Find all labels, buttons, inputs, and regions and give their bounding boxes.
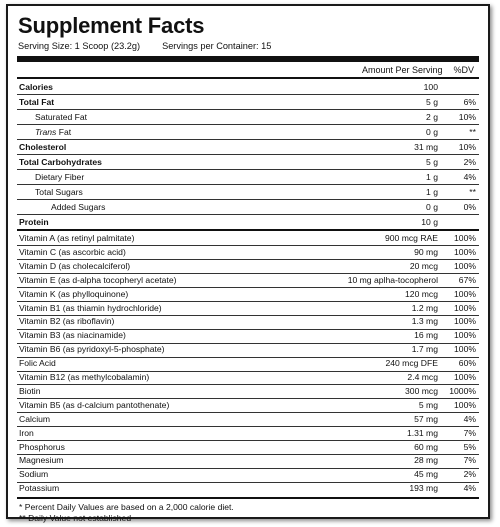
nutrient-amount: 900 mcg RAE [384,233,438,243]
row-biotin [17,385,479,399]
nutrient-name: Total Sugars [35,187,83,197]
row-magnesium [17,454,479,468]
nutrient-name: Vitamin B12 (as methylcobalamin) [19,372,150,382]
serving-info [18,41,271,52]
nutrient-dv: 100% [454,399,476,410]
row-total-sugars [17,185,479,199]
row-iron [17,427,479,441]
nutrient-dv: 100% [454,288,476,299]
nutrient-name: Sodium [19,469,49,480]
nutrient-name: Saturated Fat [35,112,88,122]
trans-suffix: Fat [56,127,72,137]
nutrient-amount: 10 g [421,217,438,227]
nutrient-amount: 1.7 mg [411,344,438,355]
nutrient-dv: 67% [458,274,476,285]
row-vitamin-k [17,288,479,302]
nutrient-name: Iron [19,427,34,438]
nutrient-dv: 100% [454,372,476,382]
nutrient-amount: 193 mg [409,483,438,494]
nutrient-name: Calories [19,82,53,92]
nutrient-dv: 7% [463,427,476,438]
row-protein [17,215,479,229]
nutrient-dv: 2% [463,469,476,480]
nutrient-name: Added Sugars [51,202,106,212]
nutrient-name: Potassium [19,483,60,494]
nutrient-name: Vitamin C (as ascorbic acid) [19,246,126,257]
nutrient-amount: 20 mcg [409,260,438,271]
nutrient-name [19,125,71,139]
row-cholesterol [17,140,479,154]
row-vitamin-b3 [17,329,479,343]
nutrient-name: Magnesium [19,455,64,466]
nutrient-name: Vitamin B1 (as thiamin hydrochloride) [19,302,162,313]
nutrient-dv: ** [469,187,476,197]
nutrient-amount: 1 g [426,172,438,182]
nutrient-amount: 57 mg [414,413,438,424]
nutrient-amount: 240 mcg DFE [385,358,438,369]
nutrient-dv: 60% [458,358,476,369]
nutrient-dv: 6% [463,97,476,107]
nutrient-name: Vitamin B6 (as pyridoxyl-5-phosphate) [19,344,165,355]
column-header-amount: Amount Per Serving [362,65,443,75]
nutrient-amount: 5 g [426,157,438,167]
nutrient-name: Calcium [19,413,51,424]
serving-size: Serving Size: 1 Scoop (23.2g) [18,41,141,51]
nutrient-name: Total Fat [19,97,55,107]
nutrient-dv: 100% [454,344,476,355]
row-vitamin-b5 [17,399,479,413]
nutrient-dv: 100% [454,233,476,243]
top-thick-rule [17,56,479,62]
nutrient-amount: 1.3 mg [411,316,438,327]
row-calcium [17,413,479,427]
row-vitamin-c [17,246,479,260]
nutrient-name: Phosphorus [19,441,65,452]
panel-title: Supplement Facts [18,13,205,38]
row-folic-acid [17,357,479,371]
nutrient-amount: 5 mg [418,399,438,410]
nutrient-amount: 2.4 mcg [407,372,438,382]
nutrient-name: Vitamin B2 (as riboflavin) [19,316,115,327]
nutrient-amount: 0 g [426,202,438,212]
nutrient-amount: 120 mcg [405,288,438,299]
nutrient-name: Dietary Fiber [35,172,85,182]
row-vitamin-e [17,274,479,288]
row-added-sugars [17,200,479,214]
nutrient-amount: 16 mg [414,330,438,341]
nutrient-name: Total Carbohydrates [19,157,102,167]
nutrient-dv: 100% [454,302,476,313]
row-vitamin-b2 [17,315,479,329]
nutrient-amount: 1 g [426,187,438,197]
row-phosphorus [17,441,479,455]
nutrient-name: Vitamin D (as cholecalciferol) [19,260,131,271]
nutrient-dv: 100% [454,246,476,257]
nutrient-name: Folic Acid [19,358,56,369]
trans-italic: Trans [35,127,57,137]
nutrient-amount: 1.2 mg [411,302,438,313]
row-potassium [17,482,479,496]
footnote-dv-not-established: ** Daily Value not established [19,513,132,524]
bottom-rule [17,497,479,499]
nutrient-dv: 10% [458,112,476,122]
row-vitamin-a [17,232,479,246]
nutrient-dv: 4% [463,172,476,182]
column-header-dv: %DV [453,65,474,75]
nutrient-dv: 10% [458,142,476,152]
row-vitamin-b6 [17,343,479,357]
nutrient-amount: 100 [423,82,438,92]
row-vitamin-b1 [17,302,479,316]
nutrient-amount: 60 mg [414,441,438,452]
section-rule [17,229,479,231]
nutrient-amount: 5 g [426,97,438,107]
nutrient-amount: 45 mg [414,469,438,480]
nutrient-name: Vitamin B3 (as niacinamide) [19,330,126,341]
row-vitamin-d [17,260,479,274]
row-total-carbohydrates [17,155,479,169]
nutrient-amount: 31 mg [414,142,438,152]
servings-per-container: Servings per Container: 15 [162,41,272,51]
nutrient-dv: 7% [463,455,476,466]
row-sodium [17,468,479,482]
row-calories [17,80,479,94]
nutrient-amount: 90 mg [414,246,438,257]
nutrient-amount: 2 g [426,112,438,122]
nutrient-name: Vitamin E (as d-alpha tocopheryl acetate) [19,274,177,285]
row-total-fat [17,95,479,109]
nutrient-name: Cholesterol [19,142,67,152]
nutrient-dv: ** [469,127,476,137]
nutrient-amount: 10 mg aplha-tocopherol [347,274,438,285]
nutrient-amount: 1.31 mg [406,427,438,438]
nutrient-name: Biotin [19,385,41,396]
nutrient-dv: 1000% [449,385,476,396]
nutrient-dv: 100% [454,316,476,327]
row-trans-fat [17,125,479,139]
nutrient-dv: 100% [454,330,476,341]
nutrient-name: Vitamin B5 (as d-calcium pantothenate) [19,399,170,410]
nutrient-amount: 300 mcg [405,385,438,396]
nutrient-dv: 5% [463,441,476,452]
nutrient-amount: 28 mg [414,455,438,466]
nutrient-dv: 100% [454,260,476,271]
nutrient-amount: 0 g [426,127,438,137]
row-vitamin-b12 [17,371,479,385]
nutrient-dv: 0% [463,202,476,212]
row-dietary-fiber [17,170,479,184]
nutrient-dv: 4% [463,483,476,494]
footnote-percent-dv: * Percent Daily Values are based on a 2,000 calorie diet. [19,502,234,513]
nutrient-name: Protein [19,217,49,227]
nutrient-dv: 4% [463,413,476,424]
supplement-facts-panel [6,4,490,524]
nutrient-name: Vitamin A (as retinyl palmitate) [19,233,135,243]
row-saturated-fat [17,110,479,124]
nutrient-dv: 2% [463,157,476,167]
header-rule [17,77,479,79]
nutrient-name: Vitamin K (as phylloquinone) [19,288,129,299]
